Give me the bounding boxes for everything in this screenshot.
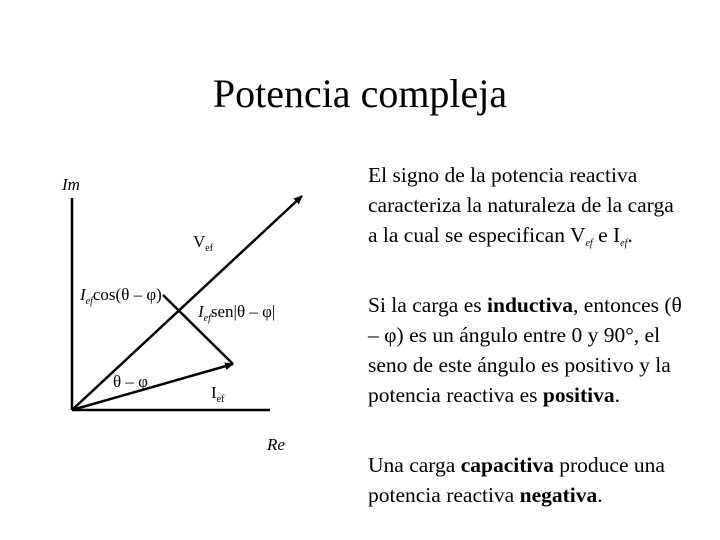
p2-positiva: positiva	[542, 383, 615, 407]
angle-label: θ – φ	[113, 372, 148, 391]
p3-e: .	[597, 483, 603, 507]
p2-inductiva: inductiva	[487, 293, 574, 317]
paragraph-capacitive	[368, 450, 688, 510]
p1-i-sub: ef	[620, 238, 628, 249]
voltage-letter: V	[193, 232, 206, 251]
current-sub: ef	[216, 394, 225, 405]
p1-v: V	[569, 223, 586, 247]
paragraph-reactive-sign	[368, 160, 688, 250]
p1-v-sub: ef	[585, 238, 593, 249]
sen-sub: ef	[203, 313, 211, 324]
voltage-vector-label	[193, 232, 213, 252]
paragraph-inductive	[368, 290, 688, 410]
voltage-sub: ef	[205, 243, 214, 254]
cos-rest: cos(θ – φ)	[92, 285, 162, 304]
p1-and: e	[592, 223, 613, 247]
cos-sub: ef	[85, 296, 93, 307]
re-axis-label: Re	[267, 435, 285, 454]
p3-c: produce una potencia reactiva	[368, 453, 665, 507]
p2-c: , entonces (θ – φ) es un ángulo entre 0 y 90°, el seno de este ángulo es positivo y la potencia reactiva es	[368, 293, 682, 407]
slide-title: Potencia compleja	[212, 71, 508, 116]
p2-a: Si la carga es	[368, 293, 488, 317]
sen-rest: sen|θ – φ|	[210, 302, 276, 321]
cos-letter: I	[80, 285, 86, 304]
sen-letter: I	[198, 302, 204, 321]
current-vector-label	[211, 383, 224, 403]
p1-text: El signo de la potencia reactiva caracteriza la naturaleza de la carga a la cual se especifican	[368, 163, 674, 247]
current-letter: I	[211, 383, 217, 402]
im-axis-label: Im	[62, 175, 80, 194]
p3-negativa: negativa	[519, 483, 598, 507]
sine-projection-label	[198, 302, 275, 322]
p1-i: I	[613, 223, 621, 247]
cosine-projection-label	[80, 285, 162, 305]
p1-end: .	[627, 223, 633, 247]
p3-capacitiva: capacitiva	[460, 453, 554, 477]
p2-e: .	[614, 383, 620, 407]
p3-a: Una carga	[368, 453, 461, 477]
